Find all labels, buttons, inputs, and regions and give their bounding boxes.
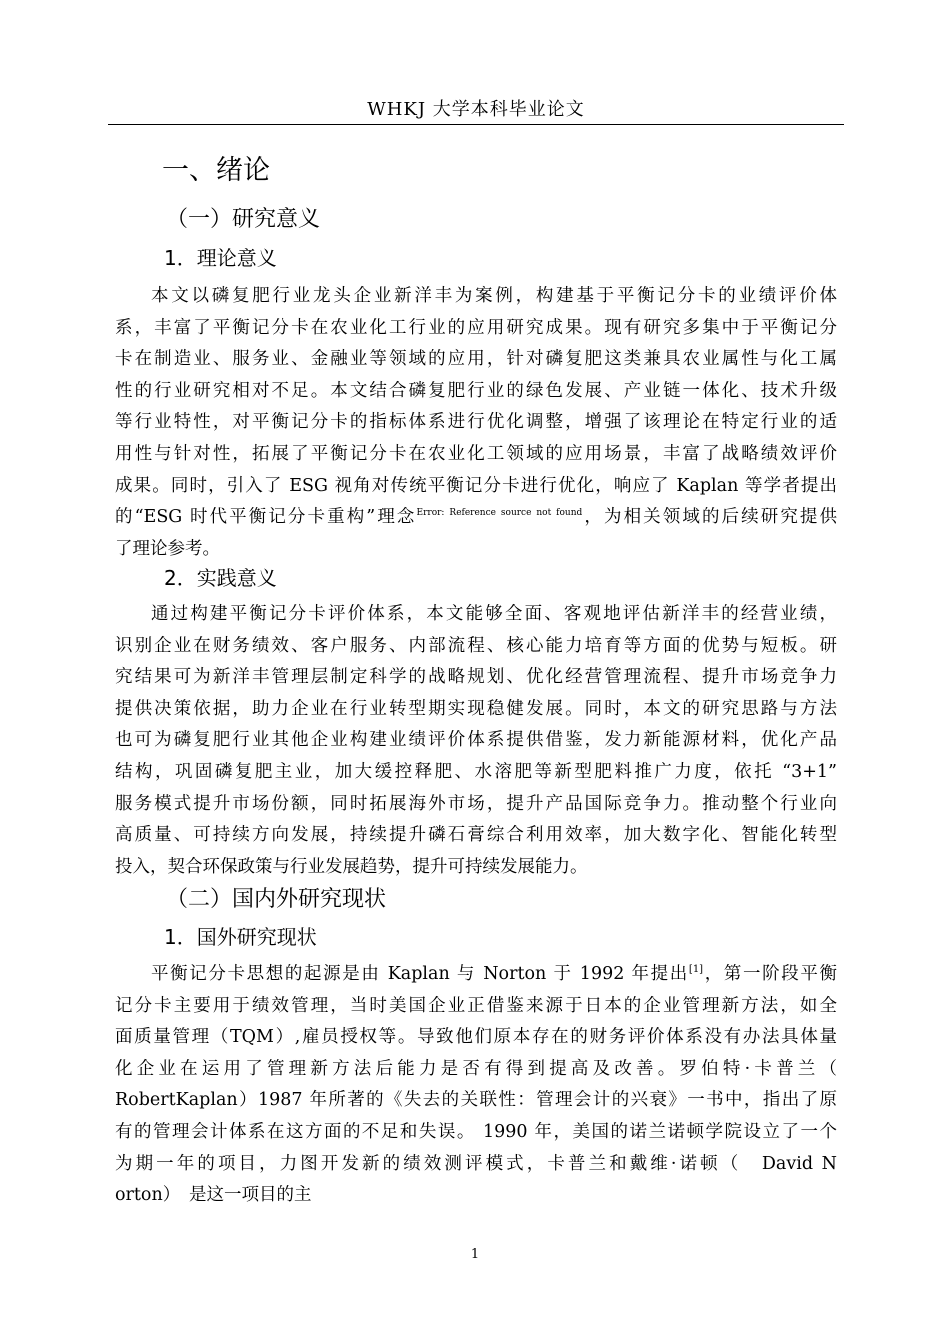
text-line: 的“ESG 时代平衡记分卡重构”理念$^{Error: Reference source not found}$，为相关领域的后续研究提供 — [115, 507, 837, 528]
text-line: 记分卡主要用于绩效管理，当时美国企业正借鉴来源于日本的企业管理新方法，如全 — [115, 995, 837, 1016]
subsection-title-foreign-research: 1．国外研究现状 — [164, 925, 317, 949]
reference-error-note: Error: Reference source not found — [416, 508, 583, 519]
text-line: 性的行业研究相对不足。本文结合磷复肥行业的绿色发展、产业链一体化、技术升级 — [115, 380, 837, 401]
text-line: 化企业在运用了管理新方法后能力是否有得到提高及改善。罗伯特·卡普兰（ — [115, 1058, 837, 1079]
text-line: 平衡记分卡思想的起源是由 Kaplan 与 Norton 于 1992 年提出[1]，第一阶段平衡 — [151, 964, 837, 984]
text-line: 有的管理会计体系在这方面的不足和失误。 1990 年，美国的诺兰诺顿学院设立了一个 — [115, 1121, 837, 1142]
text-line: 通过构建平衡记分卡评价体系，本文能够全面、客观地评估新洋丰的经营业绩， — [151, 604, 837, 624]
page-header — [108, 96, 844, 125]
text-line: 系，丰富了平衡记分卡在农业化工行业的应用研究成果。现有研究多集中于平衡记分 — [115, 317, 837, 338]
section-title-research-significance: （一）研究意义 — [166, 207, 321, 232]
text-line: orton） 是这一项目的主 — [115, 1185, 312, 1206]
text-line: 等行业特性，对平衡记分卡的指标体系进行优化调整，增强了该理论在特定行业的适 — [115, 412, 837, 433]
text-line: 了理论参考。 — [115, 538, 220, 559]
chapter-title: 一、绪论 — [162, 155, 270, 186]
text-line: 卡在制造业、服务业、金融业等领域的应用，针对磷复肥这类兼具农业属性与化工属 — [115, 349, 837, 370]
text-line: 高质量、可持续方向发展，持续提升磷石膏综合利用效率，加大数字化、智能化转型 — [115, 825, 837, 846]
paragraph-theoretical-significance — [115, 281, 837, 565]
text-line: 究结果可为新洋丰管理层制定科学的战略规划、优化经营管理流程、提升市场竞争力 — [115, 667, 837, 688]
text-line: 用性与针对性，拓展了平衡记分卡在农业化工领域的应用场景，丰富了战略绩效评价 — [115, 443, 837, 464]
text-line: 识别企业在财务绩效、客户服务、内部流程、核心能力培育等方面的优势与短板。研 — [115, 635, 837, 656]
paragraph-practical-significance — [115, 599, 837, 883]
subsection-title-theoretical: 1．理论意义 — [164, 246, 277, 270]
text-line: RobertKaplan）1987 年所著的《失去的关联性：管理会计的兴衰》一书中，指出了原 — [115, 1090, 837, 1111]
text-line: 为期一年的项目，力图开发新的绩效测评模式，卡普兰和戴维·诺顿（ David N — [115, 1153, 837, 1174]
text-line: 服务模式提升市场份额，同时拓展海外市场，提升产品国际竞争力。推动整个行业向 — [115, 793, 837, 814]
section-title-research-status: （二）国内外研究现状 — [166, 887, 387, 912]
text-line: 结构，巩固磷复肥主业，加大缓控释肥、水溶肥等新型肥料推广力度，依托 “3+1” — [115, 761, 837, 782]
text-line: 面质量管理（TQM）,雇员授权等。导致他们原本存在的财务评价体系没有办法具体量 — [115, 1027, 837, 1048]
paragraph-foreign-research — [115, 959, 837, 1212]
text-line: 投入，契合环保政策与行业发展趋势，提升可持续发展能力。 — [115, 856, 588, 877]
header-title: WHKJ 大学本科毕业论文 — [367, 99, 585, 120]
page-number: 1 — [470, 1247, 480, 1262]
citation-marker: [1] — [688, 964, 704, 976]
subsection-title-practical: 2．实践意义 — [164, 566, 277, 590]
text-line: 提供决策依据，助力企业在行业转型期实现稳健发展。同时，本文的研究思路与方法 — [115, 698, 837, 719]
text-line: 也可为磷复肥行业其他企业构建业绩评价体系提供借鉴，发力新能源材料，优化产品 — [115, 730, 837, 751]
text-line: 本文以磷复肥行业龙头企业新洋丰为案例，构建基于平衡记分卡的业绩评价体 — [151, 286, 837, 306]
text-line: 成果。同时，引入了 ESG 视角对传统平衡记分卡进行优化，响应了 Kaplan 等学者提出 — [115, 475, 837, 496]
